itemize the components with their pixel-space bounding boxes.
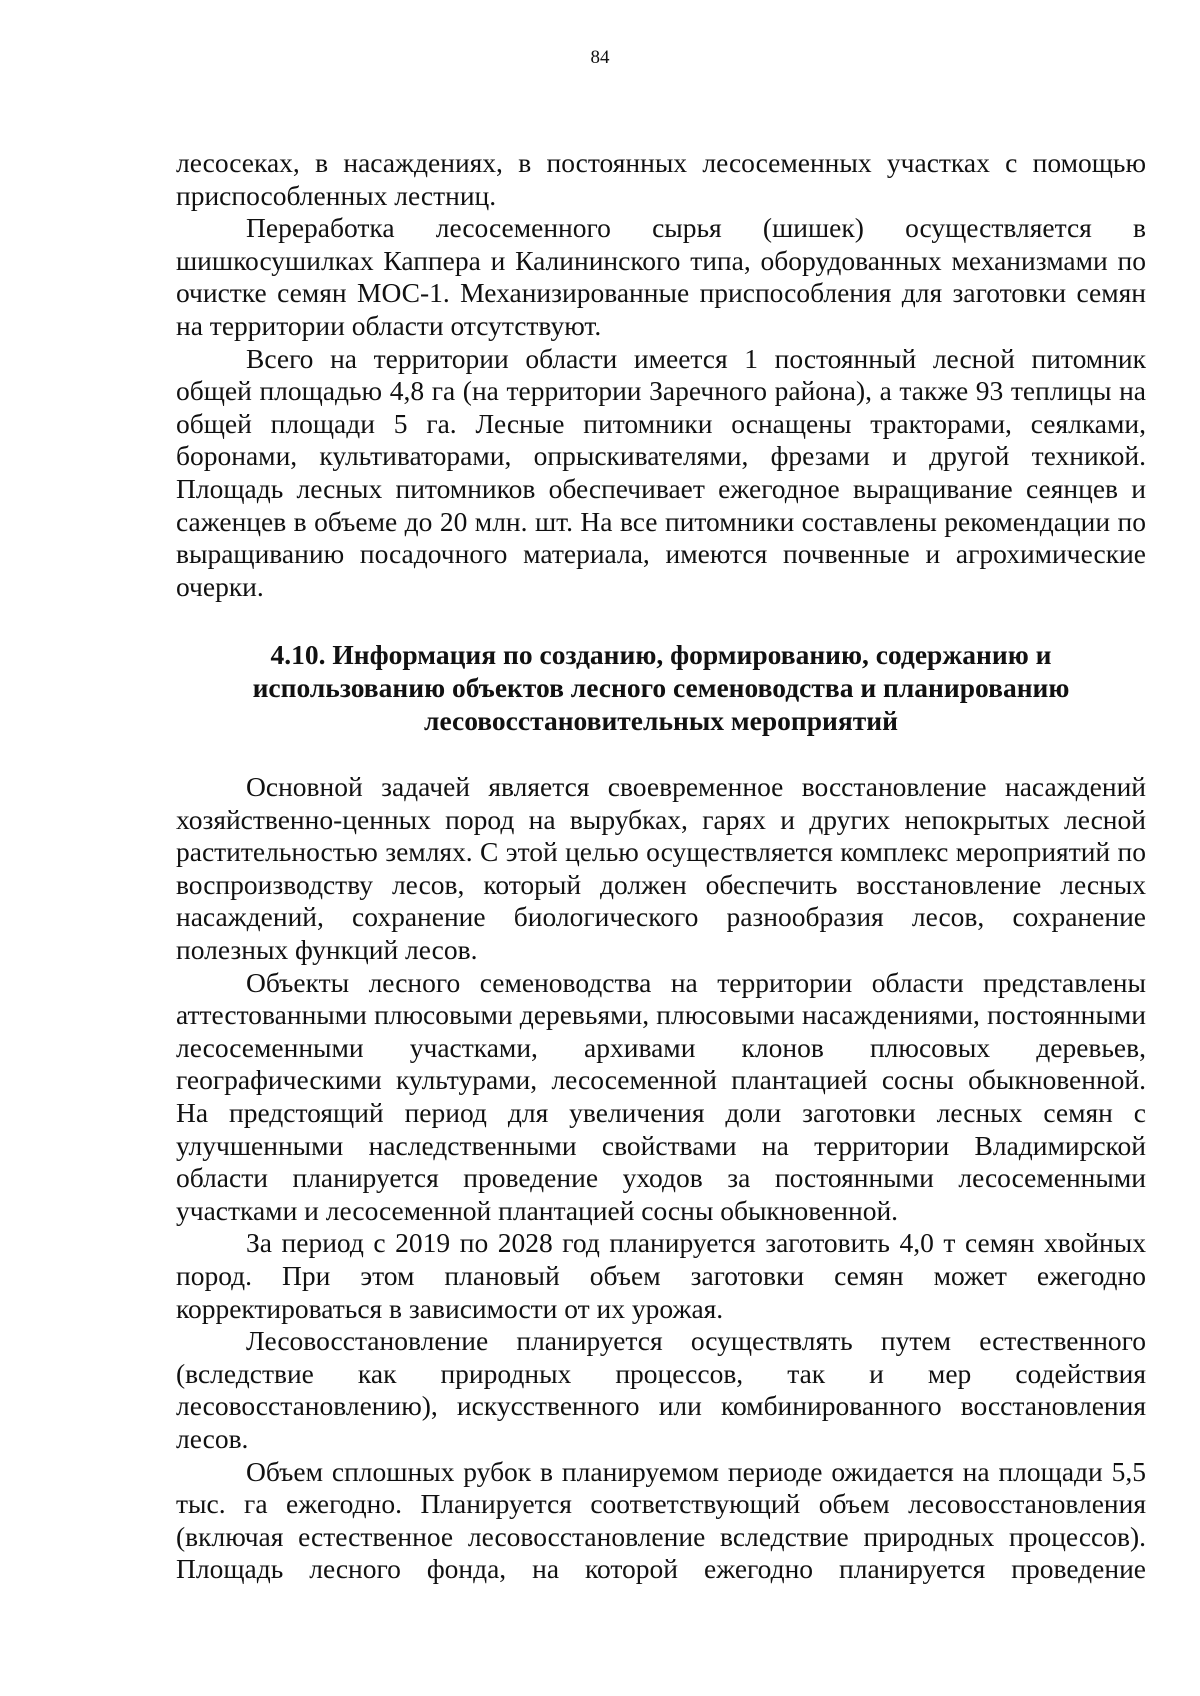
- paragraph-clearcut-volume: Объем сплошных рубок в планируемом периоде ожидается на площади 5,5 тыс. га ежегодно. Планируется соответствующий объем лесовосстановления (включая естественное лесовосстановление вследствие природных процессов). Площадь лесного фонда, на которой ежегодно планируется проведение: [176, 1455, 1146, 1585]
- paragraph-main-task: Основной задачей является своевременное восстановление насаждений хозяйственно-ценных пород на вырубках, гарях и других непокрытых лесной растительностью землях. С этой целью осуществляется комплекс мероприятий по воспроизводству лесов, который должен обеспечить восстановление лесных насаждений, сохранение биологического разнообразия лесов, сохранение полезных функций лесов.: [176, 771, 1146, 966]
- paragraph-continuation: лесосеках, в насаждениях, в постоянных лесосеменных участках с помощью приспособленных лестниц.: [176, 147, 1146, 211]
- paragraph-seed-objects: Объекты лесного семеноводства на территории области представлены аттестованными плюсовыми деревьями, плюсовыми насаждениями, постоянными лесосеменными участками, архивами клонов плюсовых деревьев, географическими культурами, лесосеменной плантацией сосны обыкновенной. На предстоящий период для увеличения доли заготовки лесных семян с улучшенными наследственными свойствами на территории Владимирской области планируется проведение уходов за постоянными лесосеменными участками и лесосеменной плантацией сосны обыкновенной.: [176, 966, 1146, 1226]
- paragraph-reforestation-methods: Лесовосстановление планируется осуществлять путем естественного (вследствие как природных процессов, так и мер содействия лесовосстановлению), искусственного или комбинированного восстановления лесов.: [176, 1325, 1146, 1454]
- paragraph-nurseries: Всего на территории области имеется 1 постоянный лесной питомник общей площадью 4,8 га (на территории Заречного района), а также 93 теплицы на общей площади 5 га. Лесные питомники оснащены тракторами, сеялками, боронами, культиваторами, опрыскивателями, фрезами и другой техникой. Площадь лесных питомников обеспечивает ежегодное выращивание сеянцев и саженцев в объеме до 20 млн. шт. На все питомники составлены рекомендации по выращиванию посадочного материала, имеются почвенные и агрохимические очерки.: [176, 342, 1146, 602]
- page-number: 84: [590, 47, 610, 68]
- page-body: [176, 147, 1146, 1586]
- section-heading-line-1: 4.10. Информация по созданию, формированию, содержанию и: [270, 639, 1052, 671]
- paragraph-seed-plan: За период с 2019 по 2028 год планируется заготовить 4,0 т семян хвойных пород. При этом плановый объем заготовки семян может ежегодно корректироваться в зависимости от их урожая.: [176, 1227, 1146, 1324]
- paragraph-seed-processing: Переработка лесосеменного сырья (шишек) осуществляется в шишкосушилках Каппера и Калининского типа, оборудованных механизмами по очистке семян МОС-1. Механизированные приспособления для заготовки семян на территории области отсутствуют.: [176, 212, 1146, 341]
- section-heading-line-3: лесовосстановительных мероприятий: [424, 704, 898, 736]
- section-heading-line-2: использованию объектов лесного семеноводства и планированию: [252, 671, 1070, 703]
- section-heading: [176, 639, 1146, 737]
